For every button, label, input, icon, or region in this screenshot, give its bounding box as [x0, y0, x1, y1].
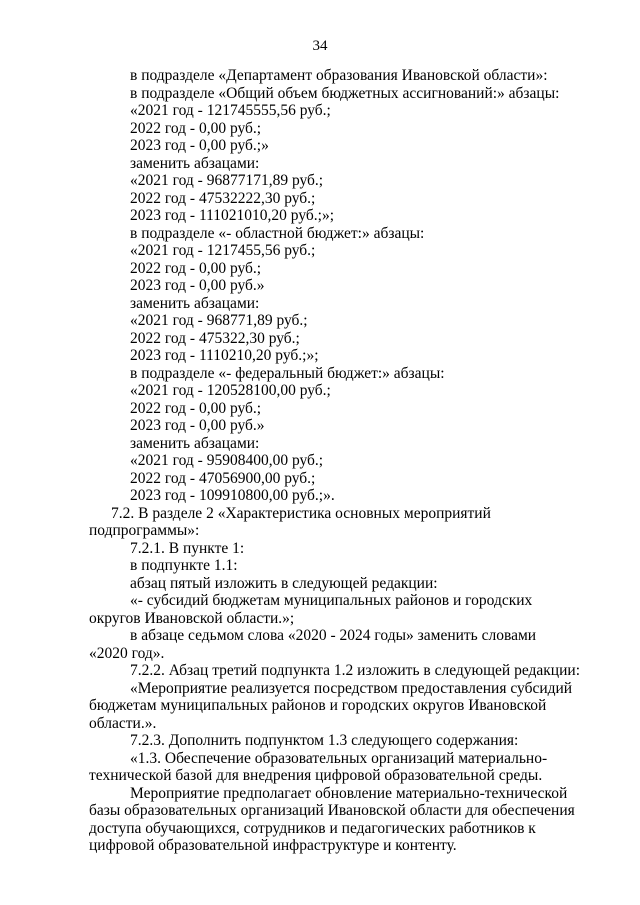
text-line: 2022 год - 0,00 руб.;: [130, 399, 262, 417]
text-line: абзац пятый изложить в следующей редакции:: [130, 574, 438, 592]
text-line: заменить абзацами:: [130, 434, 260, 452]
text-line: в абзаце седьмом слова «2020 - 2024 годы» заменить словами: [130, 627, 537, 644]
quote-line: бюджетам муниципальных районов и городских округов Ивановской: [89, 697, 547, 714]
text-line: заменить абзацами:: [130, 294, 260, 312]
text-line: «2021 год - 121745555,56 руб.;: [130, 102, 331, 119]
quote-line: «1.3. Обеспечение образовательных организаций материально-: [130, 749, 548, 767]
text-line: «2021 год - 968771,89 руб.;: [130, 312, 308, 329]
text-line: 2023 год - 0,00 руб.»: [130, 417, 265, 434]
text-line: в подразделе «- федеральный бюджет:» абзацы:: [130, 364, 445, 382]
text-line: 2022 год - 47532222,30 руб.;: [130, 189, 316, 207]
text-line: «2021 год - 96877171,89 руб.;: [130, 172, 324, 189]
text-line: подпрограммы»:: [89, 522, 200, 539]
text-line: «2021 год - 120528100,00 руб.;: [130, 382, 331, 399]
text-line: базы образовательных организаций Ивановской области для обеспечения: [89, 802, 575, 819]
section-heading-7-2: 7.2. В разделе 2 «Характеристика основных мероприятий: [111, 504, 491, 522]
text-line: 2023 год - 0,00 руб.»: [130, 277, 265, 294]
document-body: [89, 67, 585, 855]
text-line: доступа обучающихся, сотрудников и педагогических работников к: [89, 819, 536, 837]
text-line: Мероприятие предполагает обновление материально-технической: [130, 784, 568, 802]
text-line: в подпункте 1.1:: [130, 557, 238, 574]
text-line: «2021 год - 1217455,56 руб.;: [130, 242, 316, 259]
text-line: 2023 год - 1110210,20 руб.;»;: [130, 347, 319, 364]
subsection-7-2-3: 7.2.3. Дополнить подпунктом 1.3 следующего содержания:: [130, 732, 519, 749]
subsection-7-2-1: 7.2.1. В пункте 1:: [130, 539, 245, 557]
text-line: 2022 год - 0,00 руб.;: [130, 119, 262, 137]
subsection-7-2-2: 7.2.2. Абзац третий подпункта 1.2 изложить в следующей редакции:: [130, 662, 580, 679]
text-line: 2022 год - 475322,30 руб.;: [130, 329, 300, 347]
text-line: в подразделе «- областной бюджет:» абзацы:: [130, 224, 425, 242]
quote-line: округов Ивановской области.»;: [89, 609, 295, 627]
page-number: 34: [312, 38, 328, 54]
quote-line: «- субсидий бюджетам муниципальных районов и городских: [130, 592, 533, 609]
text-line: 2023 год - 0,00 руб.;»: [130, 137, 269, 154]
quote-line: технической базой для внедрения цифровой образовательной среды.: [89, 767, 543, 784]
quote-line: области.».: [89, 714, 157, 732]
text-line: в подразделе «Департамент образования Ивановской области»:: [130, 67, 548, 84]
text-line: цифровой образовательной инфраструктуре и контенту.: [89, 837, 457, 854]
text-line: «2021 год - 95908400,00 руб.;: [130, 452, 324, 469]
text-line: 2022 год - 0,00 руб.;: [130, 259, 262, 277]
quote-line: «Мероприятие реализуется посредством предоставления субсидий: [130, 679, 573, 697]
text-line: «2020 год».: [89, 644, 165, 662]
text-line: 2023 год - 111021010,20 руб.;»;: [130, 207, 335, 224]
text-line: в подразделе «Общий объем бюджетных ассигнований:» абзацы:: [130, 84, 560, 102]
text-line: заменить абзацами:: [130, 154, 260, 172]
text-line: 2023 год - 109910800,00 руб.;».: [130, 487, 335, 504]
text-line: 2022 год - 47056900,00 руб.;: [130, 469, 316, 487]
